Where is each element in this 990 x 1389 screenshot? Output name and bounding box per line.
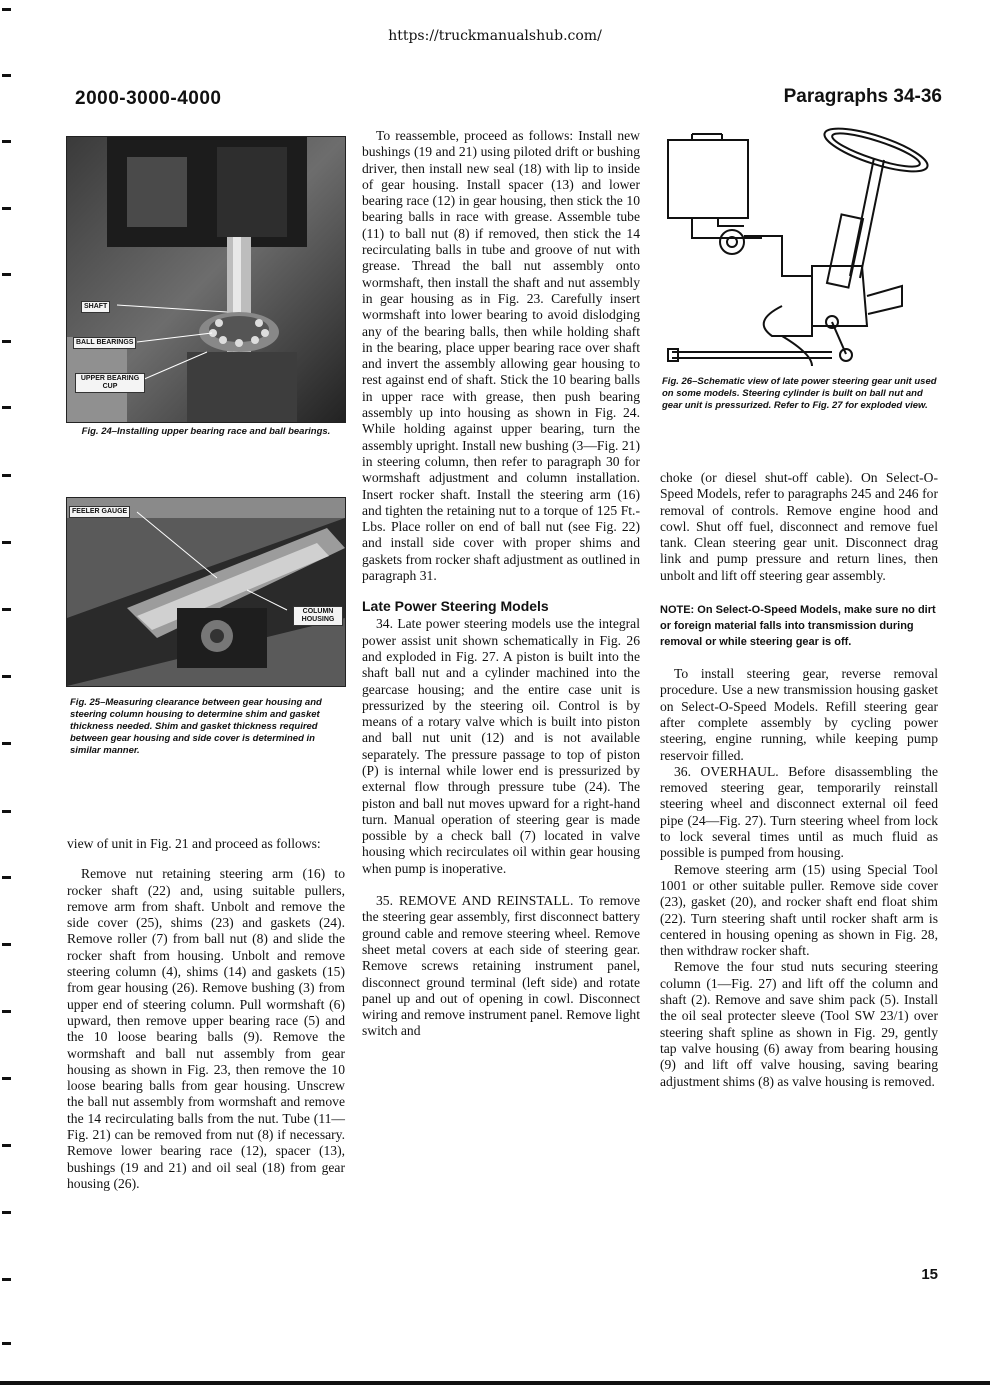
col2-paragraph-3: 35. REMOVE AND REINSTALL. To remove the steering gear assembly, first disconnect battery ground cable and remove steering wheel. Remove sheet metal covers at each side of steering gear. Remove screws retaining instrument panel, disconnect ground terminal (left side) and rotate panel up and out of opening in cowl. Disconnect wiring and remove instrument panel. Remove light switch and — [362, 893, 640, 1039]
fig25-caption: Fig. 25–Measuring clearance between gear housing and steering column housing to determine shim and gasket thickness needed. Shim and gasket thickness required between gear housing and side cover is determined in similar manner. — [70, 697, 322, 756]
col1-paragraph-2: Remove nut retaining steering arm (16) to rocker shaft (22) and, using suitable pullers, remove arm from shaft. Unbolt and remove the side cover (25), shims (23) and gaskets (24). Remove roller (7) from ball nut (8) and slide the rocker shaft from housing. Unbolt and remove steering column (4), shims (14) and gaskets (15) from gear housing (26). Remove bushing (3) from upper end of steering column. Pull wormshaft (6) upward, then remove upper bearing race (5) and the 10 loose bearing balls (9). Remove the wormshaft and ball nut assembly from gear housing as shown in Fig. 23, then remove the 10 loose bearing balls from gear housing. Unscrew the ball nut assembly from wormshaft and remove the 14 recirculating balls from the nut. Tube (11—Fig. 21) can be removed from nut (8) if necessary. Remove lower bearing race (12), spacer (13), bushings (19 and 21) and oil seal (18) from gear housing (26). — [67, 866, 345, 1191]
model-header: 2000-3000-4000 — [75, 88, 222, 109]
col3-paragraph-4: Remove steering arm (15) using Special Tool 1001 or other suitable puller. Remove side cover (23), gasket (20), and rocker shaft end float shim (22). Turn steering shaft until rocker shaft arm is centered in housing opening as shown in Fig. 28, then withdraw rocker shaft. — [660, 861, 938, 959]
fig24-label-ball-bearings: BALL BEARINGS — [73, 337, 136, 349]
fig24-label-upper-bearing-cup: UPPER BEARING CUP — [75, 373, 145, 393]
col3-paragraph-5: Remove the four stud nuts securing steering column (1—Fig. 27) and lift off the column and shaft (2). Remove and save shim pack (5). Install the oil seal protecter sleeve (Tool SW 23/1) over steering shaft spline as shown in Fig. 29, gently tap valve housing (6) away from bearing housing (9) and lift off valve housing, saving bearing adjustment shims (8) as valve housing is removed. — [660, 959, 938, 1089]
column-1 — [67, 836, 345, 1192]
col2-paragraph-2: 34. Late power steering models use the integral power assist unit shown schematically in Fig. 26 and exploded in Fig. 27. A piston is built into the shaft ball nut and a cylinder machined into the gearcase housing; and the entire case unit is pressurized by the steering oil. Control is by means of a rotary valve which is built into piston and ball nut unit (12) and is not available separately. The pressure passage to top of piston (P) is internal while lower end is pressurized by external flow through pressure tube (24). The piston and ball nut moves upward for a right-hand turn. Manual operation of steering gear is made possible by a check ball (7) located in valve housing which recirculates oil within gear housing when pump is inoperative. — [362, 616, 640, 876]
fig24-caption: Fig. 24–Installing upper bearing race and ball bearings. — [81, 426, 331, 437]
bottom-rule — [0, 1381, 990, 1385]
fig26-schematic — [662, 126, 942, 371]
col3-paragraph-1: choke (or diesel shut-off cable). On Select-O-Speed Models, refer to paragraphs 245 and 246 for removal of controls. Remove engine hood and cowl. Shut off fuel, disconnect and remove fuel tank. Clean steering gear unit. Disconnect drag link and pump pressure and return lines, then unbolt and lift off steering gear assembly. — [660, 470, 938, 583]
column-3 — [660, 470, 938, 1090]
page-number: 15 — [921, 1266, 938, 1283]
source-url: https://truckmanualshub.com/ — [388, 28, 602, 44]
fig26-caption: Fig. 26–Schematic view of late power steering gear unit used on some models. Steering cylinder is built on ball nut and gear unit is pressurized. Refer to Fig. 27 for exploded view. — [662, 376, 937, 411]
fig26-drawing — [662, 126, 942, 371]
fig24-label-shaft: SHAFT — [81, 301, 110, 313]
column-2 — [362, 128, 640, 1040]
col3-paragraph-3: 36. OVERHAUL. Before disassembling the removed steering gear, temporarily reinstall steering wheel and disconnect external oil feed pipe (24—Fig. 27). Turn steering wheel from lock to lock several times until as much fluid as possible is pumped from housing. — [660, 763, 938, 861]
fig25-illustration — [67, 498, 345, 686]
fig25-label-feeler-gauge: FEELER GAUGE — [69, 506, 130, 518]
col3-note: NOTE: On Select-O-Speed Models, make sure no dirt or foreign material falls into transmission during removal or while steering gear is off. — [660, 604, 936, 649]
fig25-label-column-housing: COLUMN HOUSING — [293, 606, 343, 626]
binding-marks — [0, 0, 12, 1389]
fig25-photo — [66, 497, 346, 687]
col2-paragraph-1: To reassemble, proceed as follows: Install new bushings (19 and 21) using piloted drift or bushing driver, then install new seal (18) with lip to inside of gear housing. Install spacer (13) and lower bearing race (12) in gear housing, then stick the 10 bearing balls in race with grease. Assemble tube (11) to ball nut (8) if removed, then stick the 14 recirculating balls in tube and groove of nut with grease. Thread the ball nut assembly onto wormshaft, then install the shaft and nut assembly in gear housing as in Fig. 23. Carefully insert wormshaft into lower bearing to avoid dislodging any of the bearing balls, then while holding shaft in the bearing, place upper bearing race over shaft and invert the assembly allowing gear housing to rest against end of shaft. Stick the 10 bearing balls in upper race with grease, then push bearing assembly up into housing as shown in Fig. 24. While holding against upper bearing, turn the assembly upright. Install new bushing (3—Fig. 21) in steering column, then refer to paragraph 30 for wormshaft adjustment and column installation. Insert rocker shaft. Install the steering arm (16) and tighten the retaining nut to a torque of 125 Ft.-Lbs. Place roller on end of ball nut (see Fig. 22) and install side cover with proper shims and gaskets from rocker shaft adjustment as outlined in paragraph 31. — [362, 128, 640, 584]
paragraph-range-header: Paragraphs 34-36 — [783, 86, 942, 107]
section-heading-late-power-steering: Late Power Steering Models — [362, 598, 549, 615]
col1-paragraph-1: view of unit in Fig. 21 and proceed as follows: — [67, 836, 321, 851]
col3-paragraph-2: To install steering gear, reverse removal procedure. Use a new transmission housing gasket on Select-O-Speed Models. Refill steering gear after complete assembly by cycling power steering, engine running, while keeping pump reservoir filled. — [660, 666, 938, 763]
fig24-photo — [66, 136, 346, 423]
